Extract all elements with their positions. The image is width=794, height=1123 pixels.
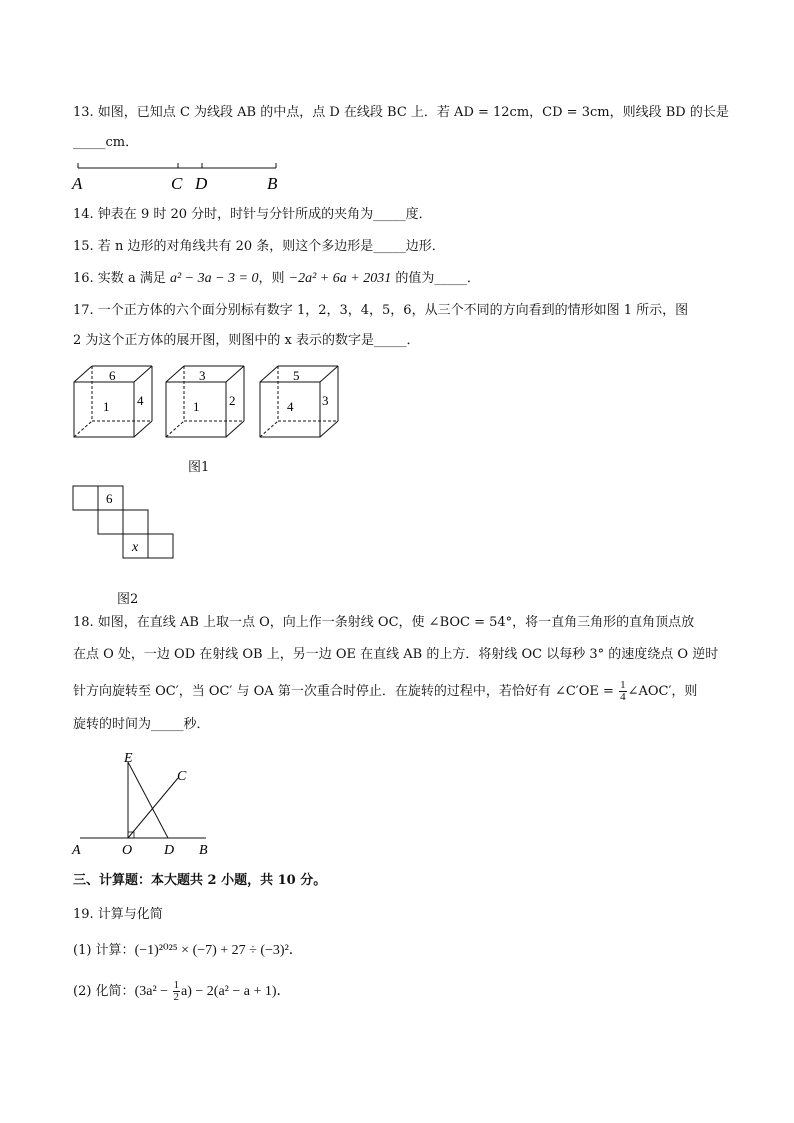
q18-line3-end: ∠AOC′，则	[627, 684, 698, 699]
q17-text-line1: 17. 一个正方体的六个面分别标有数字 1，2，3，4，5，6，从三个不同的方向看到的情形如图 1 所示，图	[73, 303, 689, 318]
q13-text-line1: 13. 如图，已知点 C 为线段 AB 的中点，点 D 在线段 BC 上．若 AD = 12cm，CD = 3cm，则线段 BD 的长是	[73, 105, 729, 120]
cube-1-side: 4	[137, 393, 144, 408]
cube-1-front: 1	[103, 399, 110, 414]
q16-expression: −2a² + 6a + 2031	[288, 271, 392, 286]
point-o-label: O	[122, 843, 133, 858]
q13-segment-diagram	[66, 158, 296, 198]
point-a-label-q18: A	[72, 843, 81, 858]
cube-1-top: 6	[109, 368, 116, 383]
figure-2-caption: 图2	[117, 592, 139, 607]
q19-part2-open: (3a² −	[134, 984, 172, 999]
q16-prefix: 16. 实数 a 满足	[73, 271, 170, 286]
q16-equation: a² − 3a − 3 = 0	[169, 271, 259, 286]
q19-part1	[73, 942, 303, 960]
figure-1-caption: 图1	[188, 460, 210, 475]
q13-answer-blank: _____	[73, 135, 106, 150]
q19-fraction	[173, 980, 181, 1003]
point-b-label: B	[267, 174, 278, 193]
q19-part1-label: (1) 计算：	[73, 943, 135, 958]
q19-fraction-numerator: 1	[173, 979, 180, 991]
q13-unit: cm．	[105, 135, 139, 150]
q18-text-line2: 在点 O 处，一边 OD 在射线 OB 上，另一边 OE 在直线 AB 的上方．将射线 OC 以每秒 3° 的速度绕点 O 逆时	[73, 647, 719, 662]
q19-part2-label: (2) 化简：	[73, 984, 135, 999]
point-e-label: E	[124, 751, 133, 766]
q16-suffix: 的值为_____．	[391, 271, 480, 286]
cube-3-top: 5	[293, 368, 300, 383]
q17-cubes-figure	[70, 362, 370, 442]
cube-3-front: 4	[287, 399, 294, 414]
q15-text: 15. 若 n 边形的对角线共有 20 条，则这个多边形是_____边形．	[73, 239, 445, 254]
q16-mid: ，则	[258, 271, 289, 286]
cube-3-side: 3	[322, 393, 329, 408]
point-c-label: C	[171, 174, 183, 193]
q18-text-line3	[73, 680, 697, 703]
q18-text-line1: 18. 如图，在直线 AB 上取一点 O，向上作一条射线 OC，使 ∠BOC = 54°，将一直角三角形的直角顶点放	[73, 615, 695, 630]
point-d-label: D	[195, 174, 208, 193]
q18-text-line4: 旋转的时间为_____秒．	[73, 717, 210, 732]
fraction-numerator: 1	[620, 679, 626, 691]
q19-part2-close: a) − 2(a² − a + 1)．	[181, 984, 291, 999]
point-d-label-q18: D	[164, 843, 175, 858]
q14-text: 14. 钟表在 9 时 20 分时，时针与分针所成的夹角为_____度．	[73, 207, 432, 222]
cube-2-side: 2	[229, 393, 236, 408]
net-x-cell: x	[132, 540, 139, 555]
q17-text-line2: 2 为这个正方体的展开图，则图中的 x 表示的数字是_____．	[73, 333, 420, 348]
q18-fraction	[619, 680, 627, 703]
q19-fraction-denominator: 2	[173, 991, 180, 1003]
point-c-label-q18: C	[177, 769, 187, 784]
fraction-denominator: 4	[620, 691, 626, 703]
point-b-label-q18: B	[199, 843, 208, 858]
cube-2-front: 1	[193, 399, 200, 414]
q19-title: 19. 计算与化简	[73, 907, 163, 922]
section-3-heading: 三、计算题：本大题共 2 小题，共 10 分。	[73, 873, 327, 888]
cube-net-figure	[70, 483, 180, 563]
q19-part1-expression: (−1)²⁰²⁵ × (−7) + 27 ÷ (−3)²．	[134, 943, 303, 958]
q18-line3-start: 针方向旋转至 OC′，当 OC′ 与 OA 第一次重合时停止．在旋转的过程中，若恰好有 ∠C′OE =	[73, 684, 619, 699]
q18-angle-diagram	[66, 748, 226, 858]
point-a-label: A	[72, 174, 83, 193]
q13-text-line2	[73, 134, 138, 152]
net-top-cell: 6	[106, 491, 113, 506]
cube-2-top: 3	[199, 368, 206, 383]
q16-text	[73, 270, 480, 288]
q19-part2	[73, 980, 291, 1003]
